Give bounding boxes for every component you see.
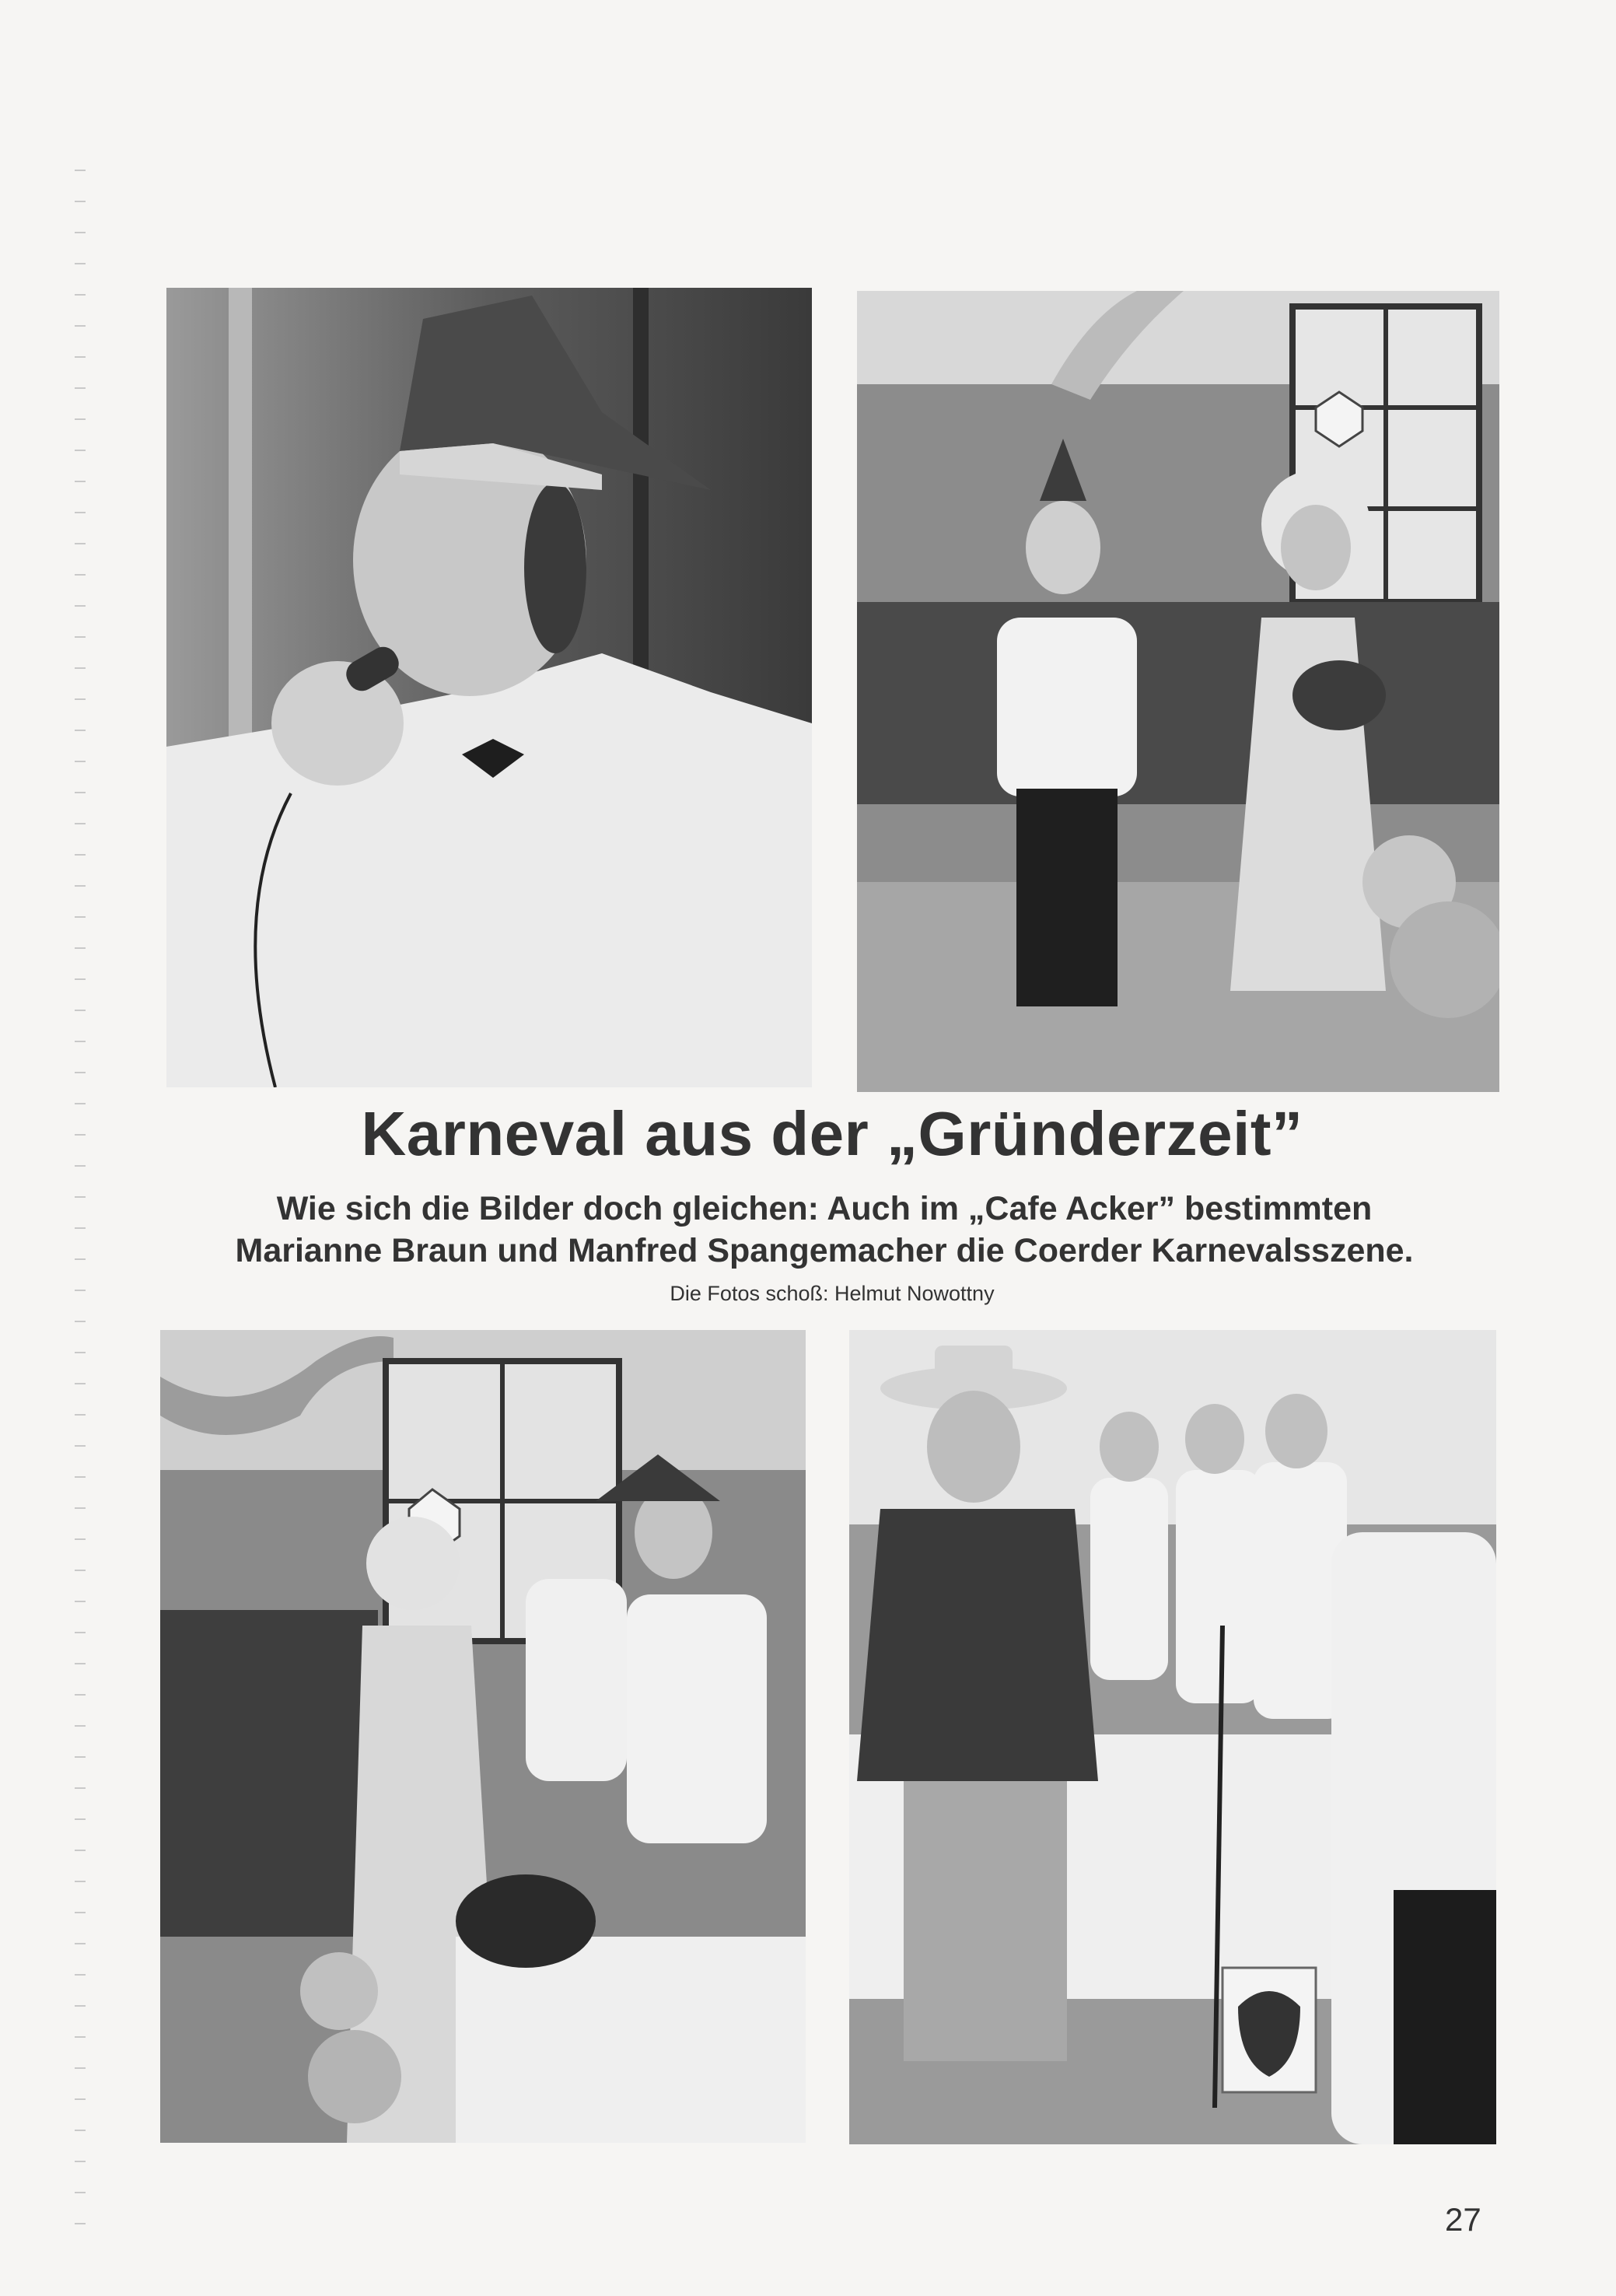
- article-subline-2: Marianne Braun und Manfred Spangemacher die Coerder Karnevalsszene.: [235, 1232, 1414, 1269]
- photo-singer-with-microphone: [166, 288, 812, 1087]
- photo-man-with-sombrero: [849, 1330, 1496, 2144]
- article-headline: Karneval aus der „Gründerzeit”: [361, 1099, 1303, 1168]
- photo-bouquet-presentation: [160, 1330, 806, 2143]
- binding-marks: [75, 140, 86, 2240]
- photo-couple-entering: [857, 291, 1499, 1092]
- page-number: 27: [1445, 2201, 1481, 2238]
- article-subline-1: Wie sich die Bilder doch gleichen: Auch im „Cafe Acker” bestimmten: [276, 1190, 1373, 1227]
- photo-credit: Die Fotos schoß: Helmut Nowottny: [670, 1282, 995, 1305]
